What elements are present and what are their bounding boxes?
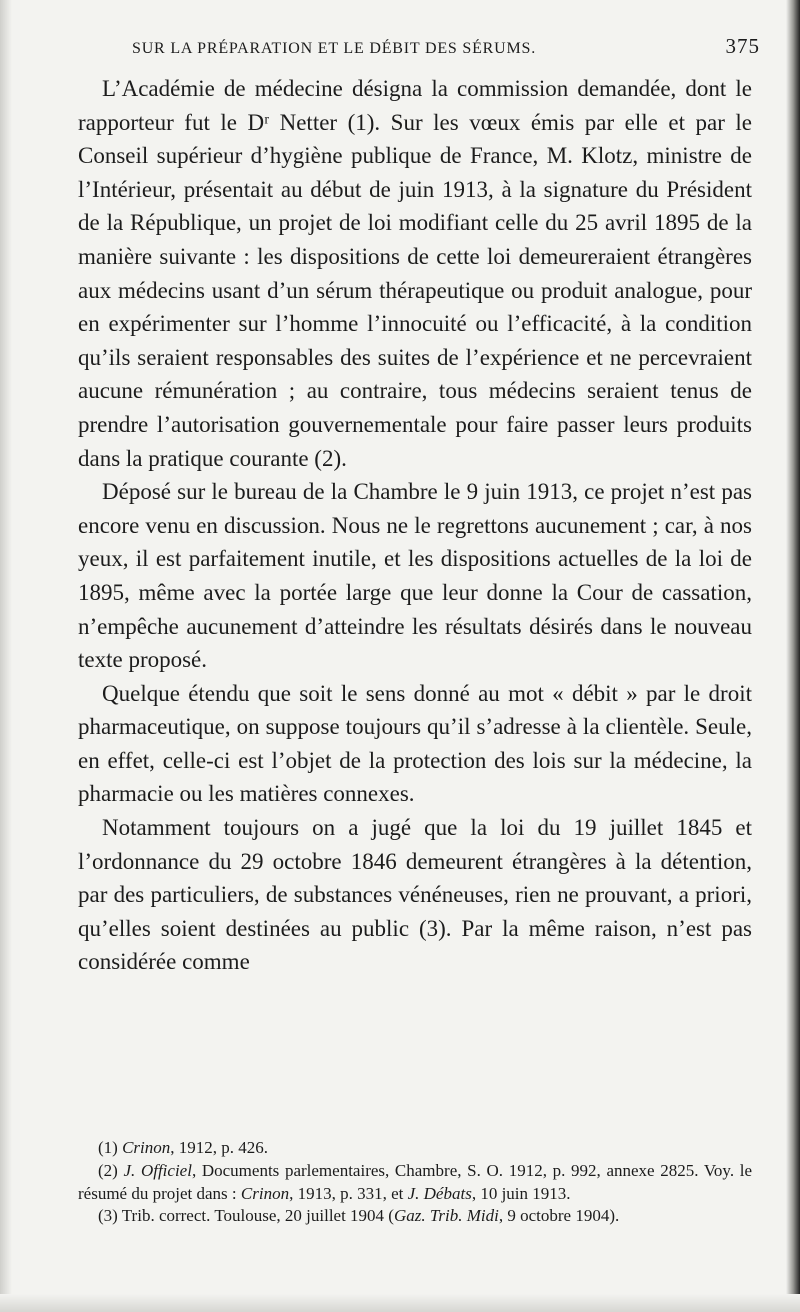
footnote-source: J. Débats xyxy=(407,1183,472,1203)
paragraph: Notamment toujours on a jugé que la loi du 19 juillet 1845 et l’ordonnance du 29 octobre 1846 demeurent étrangères à la détention, par des particuliers, de substances vénéneuses, rien ne prouvant, a priori, qu’elles soient destinées au public (3). Par la même raison, n’est pas considérée comme xyxy=(78,815,752,975)
footnote-text: , 9 octobre 1904). xyxy=(498,1206,620,1226)
footnote-source: Crinon xyxy=(240,1183,290,1203)
footnote-marker: (1) xyxy=(98,1138,118,1157)
footnote-text: Trib. correct. Toulouse, 20 juillet 1904 ( xyxy=(117,1206,394,1226)
footnote xyxy=(78,1137,752,1160)
footnote-source: Gaz. Trib. Midi xyxy=(393,1206,499,1226)
footnote-text: , 1912, p. 426. xyxy=(170,1138,269,1157)
footnote-source: Crinon xyxy=(122,1138,171,1157)
page-binding-shadow xyxy=(786,0,800,1312)
paragraph: L’Académie de médecine désigna la commission demandée, dont le rapporteur fut le Dʳ Netter (1). Sur les vœux émis par elle et par le Conseil supérieur d’hygiène publique de France, M. Klotz, ministre de l’Intérieur, présentait au début de juin 1913, à la signature du Président de la République, un projet de loi modifiant celle du 25 avril 1895 de la manière suivante : les dispositions de cette loi demeureraient étrangères aux médecins usant d’un sérum thérapeutique ou produit analogue, pour en expérimenter sur l’homme l’innocuité ou l’efficacité, à la condition qu’ils seraient responsables des suites de l’expérience et ne percevraient aucune rémunération ; au contraire, tous médecins seraient tenus de prendre l’autorisation gouvernementale pour faire passer leurs produits dans la pratique courante (2). xyxy=(78,76,752,471)
footnote-text: , Documents parlementaires, Chambre, S. O. 1912, p. 992, annexe 2825. Voy. le résumé du projet dans : xyxy=(78,1160,753,1203)
paragraph: Déposé sur le bureau de la Chambre le 9 juin 1913, ce projet n’est pas encore venu en discussion. Nous ne le regrettons aucunement ; car, à nos yeux, il est parfaitement inutile, et les dispositions actuelles de la loi de 1895, même avec la portée large que leur donne la Cour de cassation, n’empêche aucunement d’atteindre les résultats désirés dans le nouveau texte proposé. xyxy=(78,479,752,673)
page-header xyxy=(78,34,760,68)
footnotes xyxy=(78,1137,752,1228)
footnote-source: J. Officiel xyxy=(123,1160,192,1180)
footnote xyxy=(78,1205,752,1228)
footnote-marker: (2) xyxy=(98,1160,118,1180)
paragraph: Quelque étendu que soit le sens donné au mot « débit » par le droit pharmaceutique, on suppose toujours qu’il s’adresse à la clientèle. Seule, en effet, celle-ci est l’objet de la protection des lois sur la médecine, la pharmacie ou les matières connexes. xyxy=(78,680,752,807)
footnote xyxy=(78,1160,752,1206)
footnote-text: , 1913, p. 331, et xyxy=(289,1183,408,1203)
page-left-shadow xyxy=(0,0,12,1312)
body-text xyxy=(78,72,752,979)
page-number: 375 xyxy=(725,34,760,58)
running-head: SUR LA PRÉPARATION ET LE DÉBIT DES SÉRUMS. xyxy=(132,40,537,57)
footnote-text: , 10 juin 1913. xyxy=(471,1183,571,1203)
page-bottom-shadow xyxy=(0,1294,800,1312)
footnote-marker: (3) xyxy=(98,1206,118,1226)
